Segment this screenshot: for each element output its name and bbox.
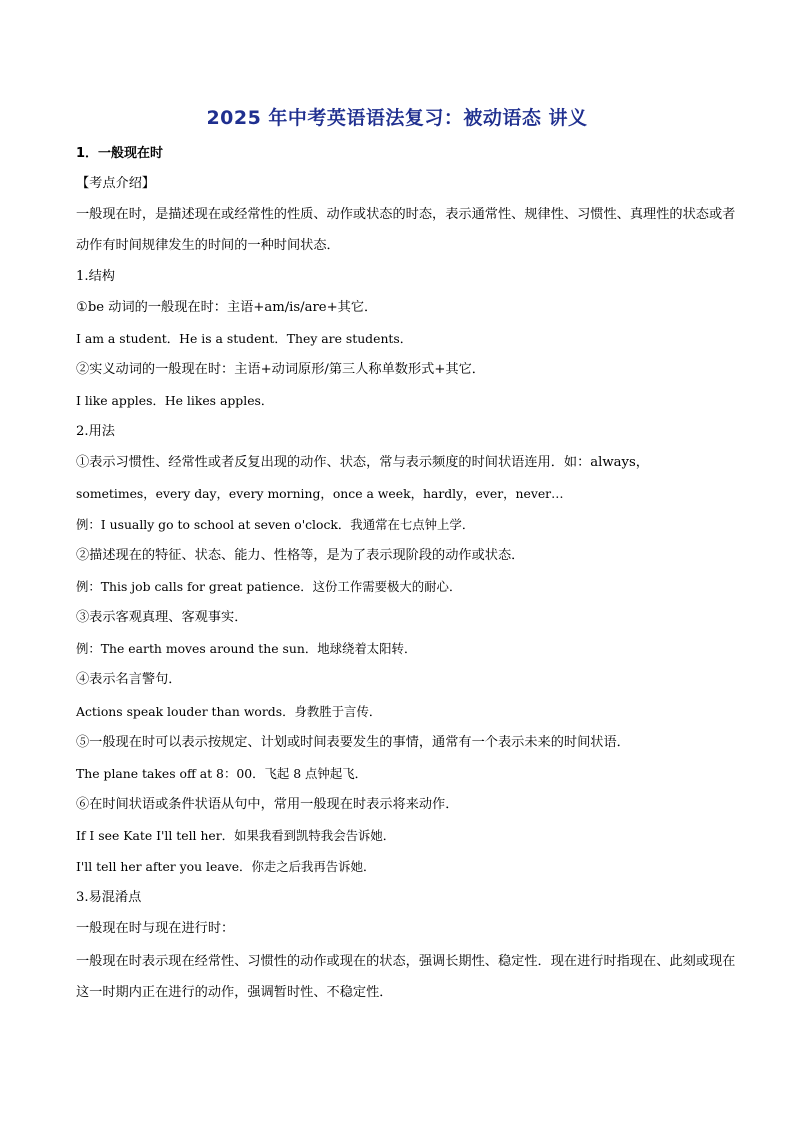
list-heading: 1.结构 <box>76 269 115 284</box>
paragraph: 一般现在时表示现在经常性、习惯性的动作或现在的状态，强调长期性、稳定性．现在进行时指现在、此刻或现在这一时期内正在进行的动作，强调暂时性、不稳定性． <box>76 954 736 1000</box>
example-line: I am a student．He is a student．They are students． <box>76 331 413 346</box>
subsection-heading: 【考点介绍】 <box>76 176 156 191</box>
list-heading: 3.易混淆点 <box>76 890 142 905</box>
example-line: I like apples．He likes apples． <box>76 393 274 408</box>
list-heading: 2.用法 <box>76 424 115 439</box>
paragraph: 一般现在时与现在进行时： <box>76 921 235 936</box>
list-item: ⑤一般现在时可以表示按规定、计划或时间表要发生的事情，通常有一个表示未来的时间状语． <box>76 735 630 750</box>
paragraph: 一般现在时，是描述现在或经常性的性质、动作或状态的时态，表示通常性、规律性、习惯性、真理性的状态或者动作有时间规律发生的时间的一种时间状态． <box>76 207 736 253</box>
section-heading: 1．一般现在时 <box>76 146 164 161</box>
example-line: If I see Kate I'll tell her．如果我看到凯特我会告诉她． <box>76 828 396 843</box>
list-item: ⑥在时间状语或条件状语从句中，常用一般现在时表示将来动作． <box>76 797 459 812</box>
list-item: ①表示习惯性、经常性或者反复出现的动作、状态，常与表示频度的时间状语连用．如：always， <box>76 455 649 470</box>
example-line: 例：This job calls for great patience．这份工作需要极大的耐心． <box>76 579 462 594</box>
example-line: Actions speak louder than words．身教胜于言传． <box>76 704 382 719</box>
example-line: 例：I usually go to school at seven o'clock．我通常在七点钟上学． <box>76 517 475 532</box>
list-item: ②实义动词的一般现在时：主语+动词原形/第三人称单数形式+其它． <box>76 362 485 377</box>
example-line: sometimes，every day，every morning，once a week，hardly，ever，never… <box>76 486 564 501</box>
example-line: 例：The earth moves around the sun．地球绕着太阳转． <box>76 641 417 656</box>
list-item: ③表示客观真理、客观事实． <box>76 610 248 625</box>
list-item: ②描述现在的特征、状态、能力、性格等，是为了表示现阶段的动作或状态． <box>76 548 525 563</box>
list-item: ④表示名言警句． <box>76 672 182 687</box>
list-item: ①be 动词的一般现在时：主语+am/is/are+其它． <box>76 300 378 315</box>
example-line: The plane takes off at 8：00．飞起 8 点钟起飞． <box>76 766 367 781</box>
document-title: 2025 年中考英语语法复习：被动语态 讲义 <box>206 107 588 129</box>
example-line: I'll tell her after you leave．你走之后我再告诉她． <box>76 859 376 874</box>
